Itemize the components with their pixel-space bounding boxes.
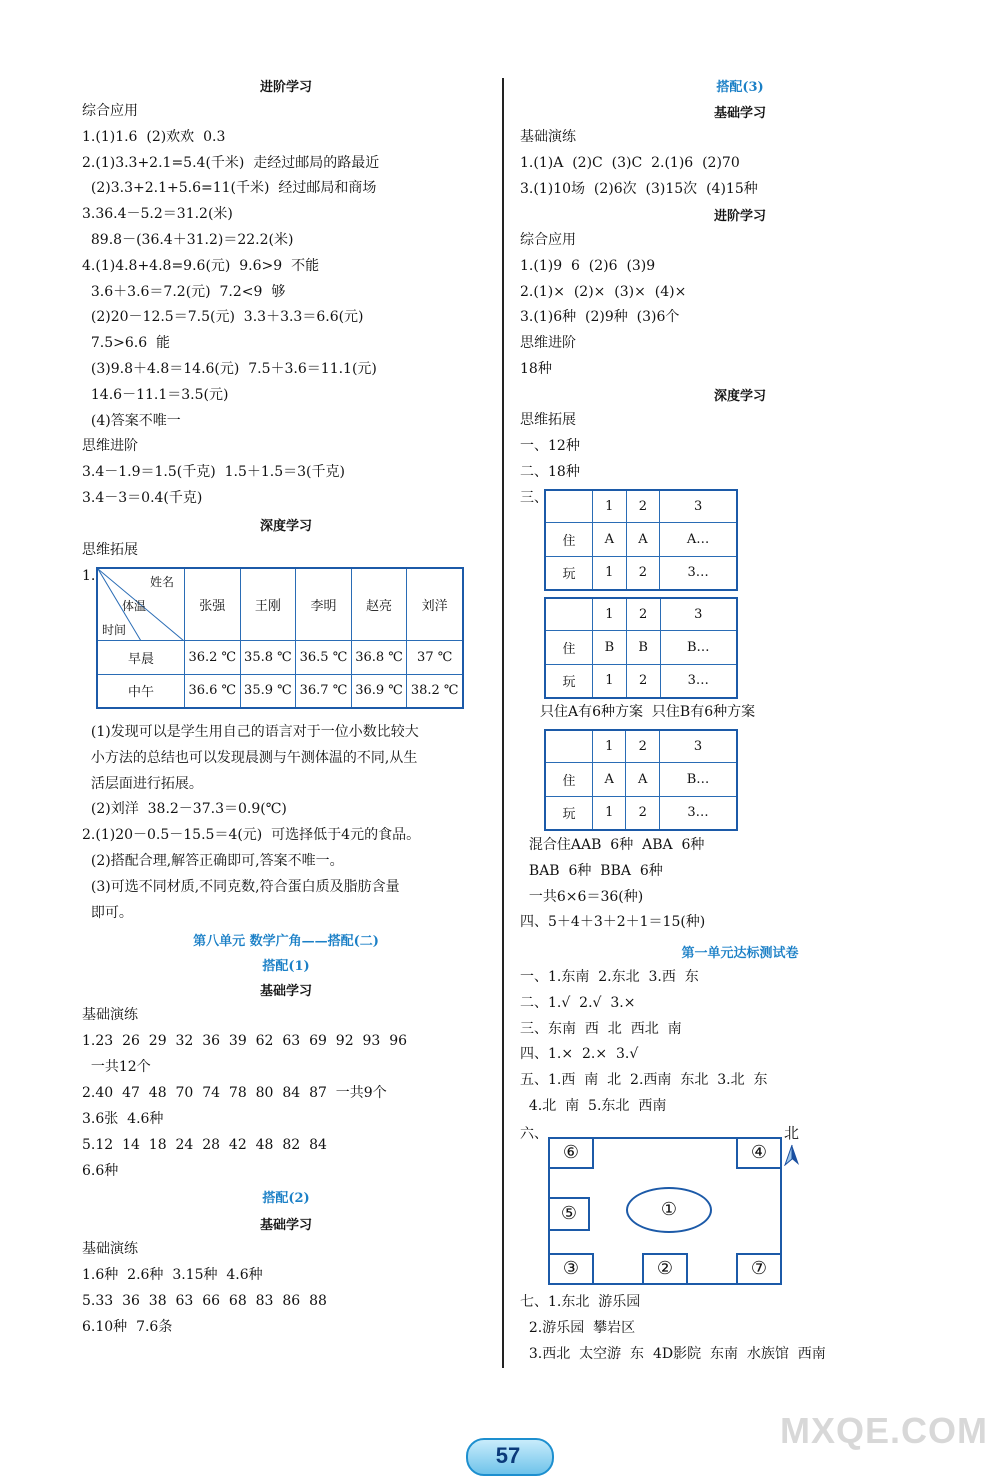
think-expand-label: 思维拓展 — [82, 542, 138, 558]
row-play: 玩 — [545, 664, 593, 698]
watermark: MXQE.COM — [779, 1410, 988, 1451]
cell: B… — [659, 762, 737, 796]
heading-advanced: 进阶学习 — [713, 209, 766, 224]
morning-temp: 36.2 ℃ — [185, 640, 241, 674]
q3-number: 三、 — [520, 490, 548, 506]
row-label-noon: 中午 — [97, 674, 185, 708]
text-line: 综合应用 — [520, 232, 576, 248]
text-line: 1.(1)1.6 (2)欢欢 0.3 — [82, 128, 226, 145]
text-line: 1.(1)9 6 (2)6 (3)9 — [520, 257, 656, 274]
text-line: 小方法的总结也可以发现晨测与午测体温的不同,从生 — [82, 749, 418, 766]
row-play: 玩 — [545, 556, 593, 590]
text-line: 思维进阶 — [82, 438, 138, 455]
area-1: ① — [626, 1187, 712, 1233]
row-live: 住 — [545, 630, 593, 664]
text-line: (3)可选不同材质,不同克数,符合蛋白质及脂肪含量 — [82, 878, 400, 895]
plan-table-b — [544, 597, 738, 699]
plan-table-c — [544, 729, 738, 831]
col-2: 2 — [626, 490, 660, 522]
text-line: 3.4－3＝0.4(千克) — [82, 490, 203, 506]
text-line: (2)刘洋 38.2－37.3＝0.9(℃) — [82, 801, 287, 818]
area-4: ④ — [736, 1139, 780, 1169]
text-line: 3.36.4－5.2＝31.2(米) — [82, 206, 233, 223]
text-line: (1)发现可以是学生用自己的语言对于一位小数比较大 — [82, 724, 419, 740]
plan-table-a — [544, 489, 738, 591]
text-line: BAB 6种 BBA 6种 — [520, 862, 663, 879]
text-line: (2)搭配合理,解答正确即可,答案不唯一。 — [82, 853, 344, 869]
text-line: 三、东南 西 北 西北 南 — [520, 1020, 682, 1037]
cell: 3… — [660, 556, 737, 590]
text-line: 14.6－11.1＝3.5(元) — [82, 386, 229, 403]
text-line: (4)答案不唯一 — [82, 412, 181, 429]
cell: 2 — [626, 556, 660, 590]
text-line: 3.西北 太空游 东 4D影院 东南 水族馆 西南 — [520, 1346, 826, 1362]
text-line: 3.(1)10场 (2)6次 (3)15次 (4)15种 — [520, 180, 758, 197]
name-zhaoliang: 赵亮 — [351, 568, 407, 640]
heading-basic-1: 基础学习 — [259, 984, 312, 999]
morning-temp: 35.8 ℃ — [240, 640, 296, 674]
text-line: 2.(1)× (2)× (3)× (4)× — [520, 283, 687, 300]
area-6: ⑥ — [550, 1139, 594, 1169]
cell: A — [593, 522, 627, 556]
cell: 1 — [593, 796, 626, 830]
cell: 3… — [659, 796, 737, 830]
row-live: 住 — [545, 762, 593, 796]
page-number: 57 — [495, 1443, 521, 1468]
text-line: 89.8－(36.4＋31.2)＝22.2(米) — [82, 232, 294, 248]
text-line: 2.游乐园 攀岩区 — [520, 1320, 636, 1336]
area-7: ⑦ — [736, 1253, 780, 1283]
text-line: 混合住AAB 6种 ABA 6种 — [520, 837, 705, 853]
text-line: 一、1.东南 2.东北 3.西 东 — [520, 969, 699, 985]
match2-title: 搭配(2) — [262, 1191, 310, 1206]
text-line: 7.5>6.6 能 — [82, 335, 171, 352]
only-line: 只住A有6种方案 只住B有6种方案 — [540, 704, 756, 720]
text-line: 七、1.东北 游乐园 — [520, 1294, 641, 1310]
text-line: 思维进阶 — [520, 335, 576, 352]
area-3: ③ — [550, 1253, 594, 1283]
cell: A — [626, 522, 660, 556]
text-line: 4.北 南 5.东北 西南 — [520, 1098, 667, 1114]
text-line: 即可。 — [82, 904, 133, 921]
text-line: 18种 — [520, 361, 552, 377]
text-line: 基础演练 — [82, 1007, 138, 1023]
text-line: 活层面进行拓展。 — [82, 775, 203, 792]
col-1: 1 — [593, 730, 626, 762]
col-2: 2 — [626, 730, 659, 762]
text-line: 一、12种 — [520, 437, 580, 454]
name-zhangqiang: 张强 — [185, 568, 241, 640]
text-line: 2.(1)3.3+2.1=5.4(千米) 走经过邮局的路最近 — [82, 154, 380, 171]
name-liming: 李明 — [296, 568, 352, 640]
text-line: 四、5＋4＋3＋2＋1＝15(种) — [520, 914, 706, 931]
text-line: 思维拓展 — [520, 412, 576, 428]
noon-temp: 36.9 ℃ — [351, 674, 407, 708]
text-line: 6.10种 7.6条 — [82, 1319, 173, 1335]
north-arrow-icon — [784, 1144, 800, 1166]
column-divider — [502, 78, 504, 1368]
heading-advanced: 进阶学习 — [259, 80, 312, 95]
col-3: 3 — [660, 598, 737, 630]
text-line: 1.23 26 29 32 36 39 62 63 69 92 93 96 — [82, 1033, 408, 1049]
cell: 2 — [626, 664, 660, 698]
cell: A… — [660, 522, 737, 556]
text-line: 二、1.√ 2.√ 3.× — [520, 994, 636, 1011]
text-line: 5.33 36 38 63 66 68 83 86 88 — [82, 1293, 327, 1309]
text-line: 一共12个 — [82, 1059, 151, 1075]
text-line: 一共6×6＝36(种) — [520, 888, 644, 905]
heading-basic: 基础学习 — [713, 106, 766, 121]
unit8-title: 第八单元 数学广角——搭配(二) — [193, 934, 379, 949]
row-label-morning: 早晨 — [97, 640, 185, 674]
morning-temp: 36.8 ℃ — [351, 640, 407, 674]
text-line: 3.6张 4.6种 — [82, 1111, 164, 1127]
north-label: 北 — [784, 1124, 800, 1142]
heading-basic-2: 基础学习 — [259, 1218, 312, 1233]
cell: 2 — [626, 796, 659, 830]
text-line: 2.40 47 48 70 74 78 80 84 87 一共9个 — [82, 1085, 387, 1101]
text-line: 基础演练 — [520, 129, 576, 145]
match3-title: 搭配(3) — [716, 80, 764, 95]
match1-title: 搭配(1) — [262, 959, 310, 974]
temperature-table — [96, 567, 464, 709]
col-1: 1 — [593, 598, 627, 630]
col-1: 1 — [593, 490, 627, 522]
noon-temp: 38.2 ℃ — [407, 674, 463, 708]
cell: 1 — [593, 556, 627, 590]
corner-temp: 体温 — [122, 599, 147, 613]
text-line: 1.(1)A (2)C (3)C 2.(1)6 (2)70 — [520, 154, 740, 171]
text-line: 基础演练 — [82, 1241, 138, 1257]
col-3: 3 — [660, 490, 737, 522]
cell: A — [593, 762, 626, 796]
text-line: 综合应用 — [82, 103, 138, 119]
text-line: 4.(1)4.8+4.8=9.6(元) 9.6>9 不能 — [82, 257, 320, 274]
text-line: 3.4－1.9＝1.5(千克) 1.5＋1.5＝3(千克) — [82, 464, 345, 481]
text-line: (3)9.8＋4.8＝14.6(元) 7.5＋3.6＝11.1(元) — [82, 361, 377, 377]
text-line: (2)3.3+2.1+5.6=11(千米) 经过邮局和商场 — [82, 180, 377, 197]
row-live: 住 — [545, 522, 593, 556]
text-line: 5.12 14 18 24 28 42 48 82 84 — [82, 1137, 327, 1153]
noon-temp: 35.9 ℃ — [240, 674, 296, 708]
text-line: 2.(1)20－0.5－15.5＝4(元) 可选择低于4元的食品。 — [82, 827, 421, 844]
name-liuyang: 刘洋 — [407, 568, 463, 640]
table-corner-cell — [97, 568, 185, 640]
cell: B — [593, 630, 627, 664]
test-title: 第一单元达标测试卷 — [681, 946, 799, 961]
heading-deep: 深度学习 — [713, 389, 766, 404]
cell: B… — [660, 630, 737, 664]
morning-temp: 37 ℃ — [407, 640, 463, 674]
heading-deep: 深度学习 — [259, 519, 312, 534]
park-map — [548, 1137, 782, 1285]
morning-temp: 36.5 ℃ — [296, 640, 352, 674]
corner-time: 时间 — [102, 623, 127, 637]
row-play: 玩 — [545, 796, 593, 830]
name-wanggang: 王刚 — [240, 568, 296, 640]
q1-number: 1. — [82, 568, 96, 584]
cell: 1 — [593, 664, 627, 698]
cell: 3… — [660, 664, 737, 698]
area-5: ⑤ — [550, 1197, 590, 1231]
text-line: 五、1.西 南 北 2.西南 东北 3.北 东 — [520, 1072, 768, 1089]
noon-temp: 36.7 ℃ — [296, 674, 352, 708]
noon-temp: 36.6 ℃ — [185, 674, 241, 708]
col-3: 3 — [659, 730, 737, 762]
text-line: 二、18种 — [520, 463, 580, 480]
corner-name: 姓名 — [149, 575, 174, 589]
text-line: 3.6＋3.6＝7.2(元) 7.2<9 够 — [82, 283, 286, 300]
text-line: 1.6种 2.6种 3.15种 4.6种 — [82, 1267, 263, 1283]
cell: B — [626, 630, 660, 664]
text-line: 3.(1)6种 (2)9种 (3)6个 — [520, 309, 680, 326]
area-2: ② — [642, 1253, 688, 1283]
text-line: (2)20－12.5＝7.5(元) 3.3＋3.3＝6.6(元) — [82, 309, 364, 326]
q6-number: 六、 — [520, 1126, 548, 1142]
cell: A — [626, 762, 659, 796]
text-line: 四、1.× 2.× 3.√ — [520, 1046, 639, 1063]
col-2: 2 — [626, 598, 660, 630]
text-line: 6.6种 — [82, 1163, 119, 1179]
